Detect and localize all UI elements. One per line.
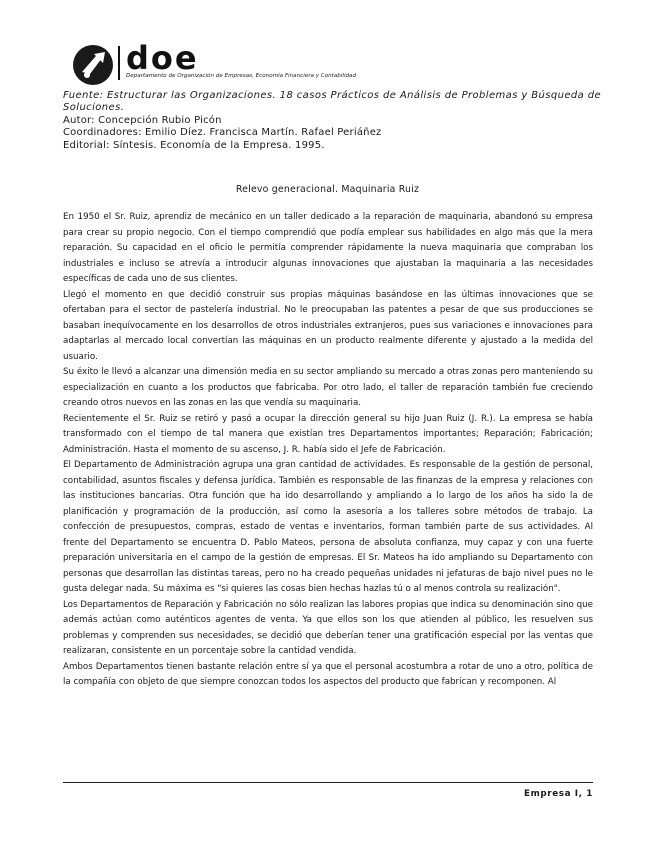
source-author: Autor: Concepción Rubio Picón <box>63 114 222 126</box>
logo-emblem-icon <box>72 44 114 86</box>
logo <box>72 39 412 88</box>
paragraph: Su éxito le llevó a alcanzar una dimensión media en su sector ampliando su mercado a otras zonas pero manteniendo su especialización en cuanto a los productos que fabricaba. Por otro lado, el taller de reparación también fue creciendo creando otros nuevos en las zonas en las que vendía su maquinaria. <box>63 367 593 408</box>
logo-wordmark: doe <box>126 39 199 77</box>
page-label: Empresa I, 1 <box>523 789 593 799</box>
source-info <box>63 90 603 152</box>
logo-divider <box>118 46 120 80</box>
paragraph: Recientemente el Sr. Ruiz se retiró y pasó a ocupar la dirección general su hijo Juan Ruiz (J. R.). La empresa se había transformado con el tiempo de tal manera que existían tres Departamentos importantes; Reparación; Fabricación; Administración. Hasta el momento de su ascenso, J. R. había sido el Jefe de Fabricación. <box>63 413 593 455</box>
paragraph: El Departamento de Administración agrupa una gran cantidad de actividades. Es responsable de la gestión de personal, contabilidad, asuntos fiscales y defensa jurídica. También es responsable de las finanzas de la empresa y relaciones con las instituciones bancarias. Otra función que ha ido desarrollando y ampliando a lo largo de los años ha sido la de planificación y programación de la producción, así como la asesoría a los talleres sobre métodos de trabajo. La confección de presupuestos, compras, estado de ventas e inventarios, forman también parte de sus actividades. Al frente del Departamento se encuentra D. Pablo Mateos, persona de absoluta confianza, muy capaz y con una fuerte preparación universitaria en el campo de la gestión de empresas. El Sr. Mateos ha ido ampliando su Departamento con personas que desarrollan las distintas tareas, pero no ha creado pequeñas unidades ni jefaturas de bajo nivel pues no le gusta delegar nada. Su máxima es "si quieres las cosas bien hechas hazlas tú o al menos controla su realización". <box>63 460 593 594</box>
document-title: Relevo generacional. Maquinaria Ruiz <box>235 184 420 195</box>
paragraph: Ambos Departamentos tienen bastante relación entre sí ya que el personal acostumbra a rotar de uno a otro, política de la compañía con objeto de que siempre conozcan todos los aspectos del producto que fabrican y recomponen. Al <box>63 661 593 687</box>
footer-divider <box>63 782 593 783</box>
paragraph: Llegó el momento en que decidió construir sus propias máquinas basándose en las últimas innovaciones que se ofertaban para el sector de pastelería industrial. No le preocupaban las patentes a pesar de que sus producciones se basaban inequívocamente en los desarrollos de otros industriales extranjeros, pues sus variaciones e innovaciones para adaptarlas al mercado local convertían las máquinas en un producto realmente diferente y ajustado a la medida del usuario. <box>63 289 593 362</box>
source-reference: Fuente: Estructurar las Organizaciones. 18 casos Prácticos de Análisis de Problemas y Búsqueda de Soluciones. <box>63 90 602 114</box>
logo-subtitle: Departamento de Organización de Empresas, Economía Financiera y Contabilidad <box>126 73 357 79</box>
paragraph: En 1950 el Sr. Ruiz, aprendiz de mecánico en un taller dedicado a la reparación de maquinaria, abandonó su empresa para crear su propio negocio. Con el tiempo comprendió que podía emplear sus habilidades en algo más que la mera reparación. Su capacidad en el oficio le permitía comprender rápidamente la nueva maquinaria que compraban los industriales e incluso se atrevía a introducir algunas innovaciones que ajustaban la maquinaria a las necesidades específicas de cada uno de sus clientes. <box>63 212 593 284</box>
source-publisher: Editorial: Síntesis. Economía de la Empresa. 1995. <box>63 139 325 151</box>
document-body <box>63 210 593 691</box>
paragraph: Los Departamentos de Reparación y Fabricación no sólo realizan las labores propias que indica su denominación sino que además actúan como auténticos agentes de venta. Ya que ellos son los que atienden al público, les resuelven sus problemas y comprenden sus necesidades, se decidió que deberían tener una gratificación especial por las ventas que realizaran, consistente en un porcentaje sobre la cantidad vendida. <box>63 599 593 656</box>
source-coordinators: Coordinadores: Emilio Díez. Francisca Martín. Rafael Periáñez <box>63 127 382 139</box>
